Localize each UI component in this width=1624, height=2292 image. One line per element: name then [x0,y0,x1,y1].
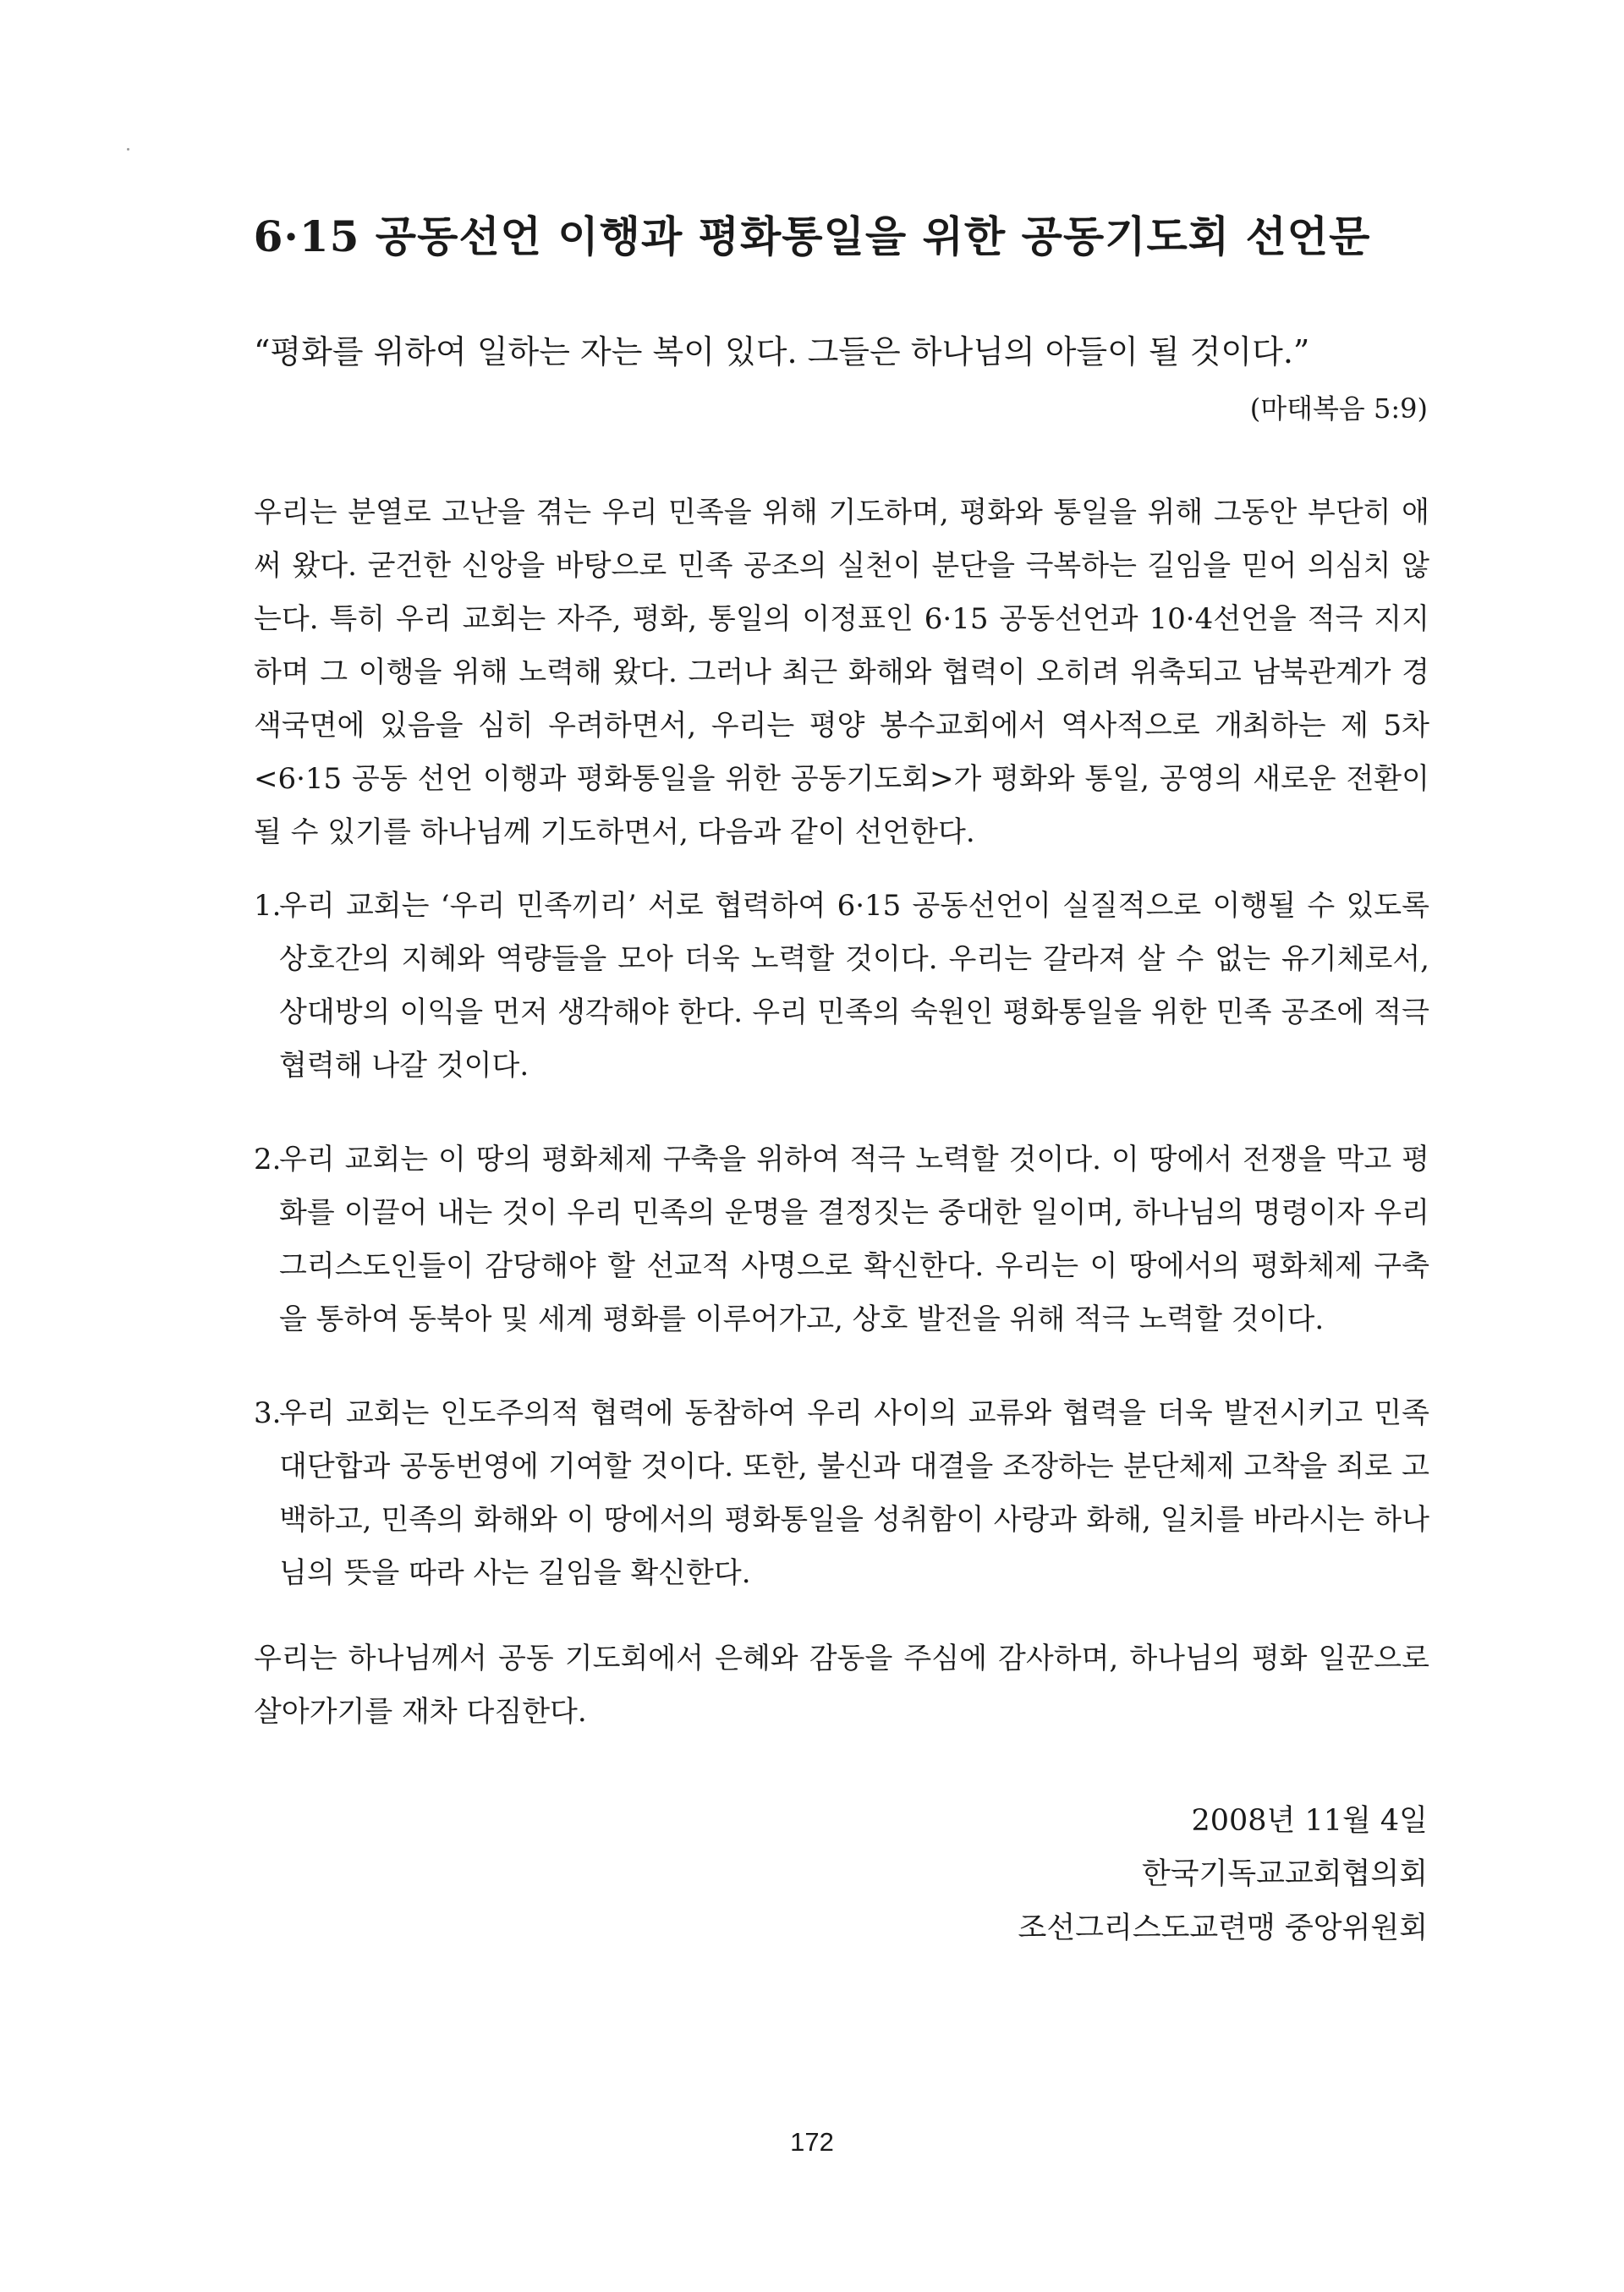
signature-date: 2008년 11월 4일 [1191,1804,1428,1838]
closing-paragraph: 우리는 하나님께서 공동 기도회에서 은혜와 감동을 주심에 감사하며, 하나님의 평화 일꾼으로 살아가기를 재차 다짐한다. [254,1642,1429,1729]
page-number: 172 [790,2127,834,2157]
item-text: 우리 교회는 이 땅의 평화체제 구축을 위하여 적극 노력할 것이다. 이 땅에서 전쟁을 막고 평화를 이끌어 내는 것이 우리 민족의 운명을 결정짓는 중대한 일이며, 하나님의 명령이자 우리 그리스도인들이 감당해야 할 선교적 사명으로 확신한다. 우리는 이 땅에서의 평화체제 구축을 통하여 동북아 및 세계 평화를 이루어가고, 상호 발전을 위해 적극 노력할 것이다. [279,1143,1429,1336]
item-number: 3. [254,1396,282,1430]
scan-speck [127,148,129,151]
item-number: 1. [254,889,282,923]
item-text: 우리 교회는 인도주의적 협력에 동참하여 우리 사이의 교류와 협력을 더욱 발전시키고 민족대단합과 공동번영에 기여할 것이다. 또한, 불신과 대결을 조장하는 분단체제 고착을 죄로 고백하고, 민족의 화해와 이 땅에서의 평화통일을 성취함이 사랑과 화해, 일치를 바라시는 하나님의 뜻을 따라 사는 길임을 확신한다. [279,1396,1429,1590]
intro-paragraph: 우리는 분열로 고난을 겪는 우리 민족을 위해 기도하며, 평화와 통일을 위해 그동안 부단히 애써 왔다. 굳건한 신앙을 바탕으로 민족 공조의 실천이 분단을 극복하는 길임을 믿어 의심치 않는다. 특히 우리 교회는 자주, 평화, 통일의 이정표인 6·15 공동선언과 10·4선언을 적극 지지하며 그 이행을 위해 노력해 왔다. 그러나 최근 화해와 협력이 오히려 위축되고 남북관계가 경색국면에 있음을 심히 우려하면서, 우리는 평양 봉수교회에서 역사적으로 개최하는 제 5차 <6·15 공동 선언 이행과 평화통일을 위한 공동기도회>가 평화와 통일, 공영의 새로운 전환이 될 수 있기를 하나님께 기도하면서, 다음과 같이 선언한다. [254,496,1429,849]
signature-org-1: 한국기독교교회협의회 [1141,1857,1428,1891]
item-text: 우리 교회는 ‘우리 민족끼리’ 서로 협력하여 6·15 공동선언이 실질적으로 이행될 수 있도록 상호간의 지혜와 역량들을 모아 더욱 노력할 것이다. 우리는 갈라져 살 수 없는 유기체로서, 상대방의 이익을 먼저 생각해야 한다. 우리 민족의 숙원인 평화통일을 위한 민족 공조에 적극 협력해 나갈 것이다. [279,889,1429,1083]
declaration-item-3 [254,1387,1429,1600]
epigraph-quote: “평화를 위하여 일하는 자는 복이 있다. 그들은 하나님의 아들이 될 것이다.” [254,333,1310,370]
declaration-item-1 [254,880,1429,1093]
item-number: 2. [254,1143,282,1176]
signature-org-2: 조선그리스도교련맹 중앙위원회 [1018,1911,1428,1945]
document-title: 6·15 공동선언 이행과 평화통일을 위한 공동기도회 선언문 [253,211,1371,261]
declaration-item-2 [254,1133,1429,1346]
epigraph-source: (마태복음 5:9) [1249,392,1428,425]
